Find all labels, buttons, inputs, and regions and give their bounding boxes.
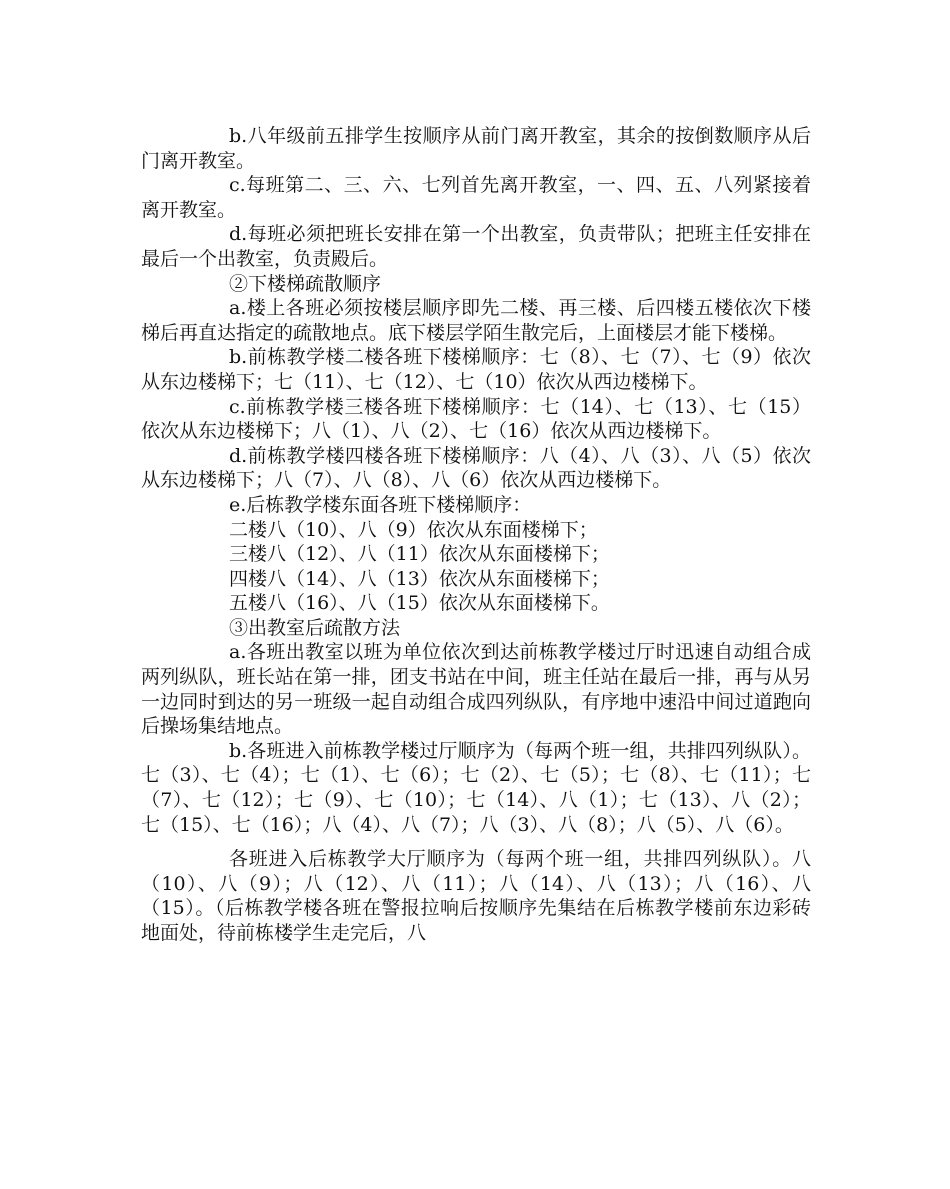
paragraph-front-hall-order: b.各班进入前栋教学楼过厅顺序为（每两个班一组，共排四列纵队）。七（3）、七（4）；七（1）、七（6）；七（2）、七（5）；七（8）、七（11）；七（7）、七（12）；七（9）、七（10）；七（14）、八（1）；七（13）、八（2）；七（15）、七（16）；八（4）、八（7）；八（3）、八（8）；八（5）、八（6）。	[141, 739, 811, 836]
section-heading-stair-order: ②下楼梯疏散顺序	[229, 272, 382, 295]
list-item-4f: 四楼八（14）、八（13）依次从东面楼梯下；	[229, 567, 610, 590]
section-heading-after-exit: ③出教室后疏散方法	[229, 616, 401, 639]
paragraph-back-hall-order: 各班进入后栋教学大厅顺序为（每两个班一组，共排四列纵队）。八（10）、八（9）；八（12）、八（11）；八（14）、八（13）；八（16）、八（15）。（后栋教学楼各班在警报拉响后按顺序先集结在后栋教学楼前东边彩砖地面处，待前栋楼学生走完后，八	[141, 848, 811, 944]
list-item-5f: 五楼八（16）、八（15）依次从东面楼梯下。	[229, 592, 610, 615]
paragraph-back-building-east: e.后栋教学楼东面各班下楼梯顺序：	[229, 493, 532, 516]
paragraph-formation: a.各班出教室以班为单位依次到达前栋教学楼过厅时迅速自动组合成两列纵队，班长站在第一排，团支书站在中间，班主任站在最后一排，再与从另一边同时到达的另一班级一起自动组合成四列纵队，有序地中速沿中间过道跑向后操场集结地点。	[141, 641, 811, 738]
list-item-2f: 二楼八（10）、八（9）依次从东面楼梯下；	[229, 518, 598, 541]
paragraph-floor-order: a.楼上各班必须按楼层顺序即先二楼、再三楼、后四楼五楼依次下楼梯后再直达指定的疏散地点。底下楼层学陌生散完后，上面楼层才能下楼梯。	[141, 297, 811, 344]
paragraph-front-building-4f: d.前栋教学楼四楼各班下楼梯顺序：八（4）、八（3）、八（5）依次从东边楼梯下；八（7）、八（8）、八（6）依次从西边楼梯下。	[141, 444, 811, 492]
paragraph-exit-order-grade8: b.八年级前五排学生按顺序从前门离开教室，其余的按倒数顺序从后门离开教室。	[141, 125, 811, 172]
document-page	[141, 124, 811, 946]
paragraph-front-building-3f: c.前栋教学楼三楼各班下楼梯顺序：七（14）、七（13）、七（15）依次从东边楼梯下；八（1）、八（2）、七（16）依次从西边楼梯下。	[141, 395, 811, 443]
paragraph-front-building-2f: b.前栋教学楼二楼各班下楼梯顺序：七（8）、七（7）、七（9）依次从东边楼梯下；七（11）、七（12）、七（10）依次从西边楼梯下。	[141, 346, 811, 393]
list-item-3f: 三楼八（12）、八（11）依次从东面楼梯下；	[229, 543, 610, 566]
paragraph-exit-order-columns: c.每班第二、三、六、七列首先离开教室，一、四、五、八列紧接着离开教室。	[141, 174, 811, 221]
paragraph-monitor-placement: d.每班必须把班长安排在第一个出教室，负责带队；把班主任安排在最后一个出教室，负责殿后。	[141, 223, 811, 270]
